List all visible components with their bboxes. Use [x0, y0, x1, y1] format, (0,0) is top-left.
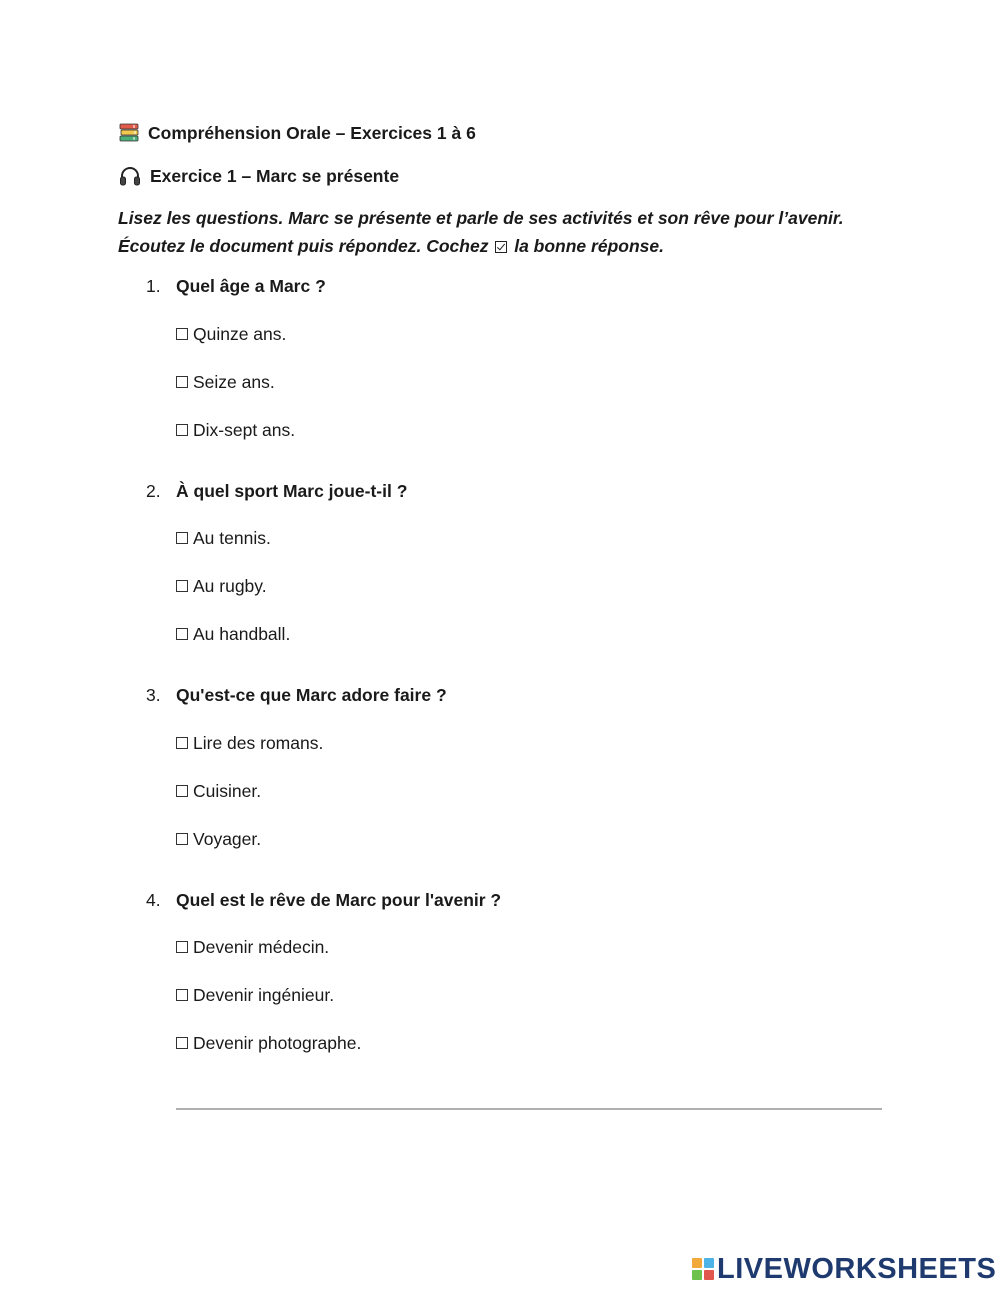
answer-option[interactable] [176, 1031, 361, 1055]
instructions-text: Lisez les questions. Marc se présente et parle de ses activités et son rêve pour l’avenir. Écoutez le document puis répondez. Cochez [118, 208, 844, 256]
checkbox-icon[interactable] [176, 833, 188, 845]
question-4 [146, 888, 501, 912]
instructions [118, 204, 848, 260]
option-label: Voyager. [193, 829, 262, 849]
option-label: Dix-sept ans. [193, 420, 296, 440]
option-label: Quinze ans. [193, 324, 287, 344]
question-1 [146, 274, 326, 298]
question-text: Qu'est-ce que Marc adore faire ? [176, 685, 447, 705]
instructions-text-end: la bonne réponse. [514, 236, 664, 256]
answer-option[interactable] [176, 779, 261, 803]
checkbox-icon[interactable] [176, 424, 188, 436]
question-number: 3. [146, 685, 161, 705]
liveworksheets-logo [692, 1253, 996, 1285]
question-text: À quel sport Marc joue-t-il ? [176, 481, 408, 501]
logo-text: LIVEWORKSHEETS [717, 1252, 997, 1285]
answer-option[interactable] [176, 935, 329, 959]
checked-box-icon [495, 241, 507, 253]
answer-option[interactable] [176, 574, 267, 598]
question-number: 1. [146, 276, 161, 296]
answer-option[interactable] [176, 731, 323, 755]
option-label: Devenir médecin. [193, 937, 330, 957]
headphones-icon [118, 164, 142, 188]
checkbox-icon[interactable] [176, 628, 188, 640]
answer-option[interactable] [176, 827, 261, 851]
checkbox-icon[interactable] [176, 376, 188, 388]
checkbox-icon[interactable] [176, 785, 188, 797]
checkbox-icon[interactable] [176, 328, 188, 340]
checkbox-icon[interactable] [176, 989, 188, 1001]
option-label: Au rugby. [193, 576, 267, 596]
question-2 [146, 479, 407, 503]
question-number: 4. [146, 890, 161, 910]
answer-option[interactable] [176, 526, 271, 550]
answer-option[interactable] [176, 322, 286, 346]
page-title-text: Compréhension Orale – Exercices 1 à 6 [148, 122, 476, 143]
page-title [118, 120, 476, 146]
answer-option[interactable] [176, 622, 290, 646]
option-label: Cuisiner. [193, 781, 262, 801]
answer-option[interactable] [176, 418, 295, 442]
option-label: Seize ans. [193, 372, 275, 392]
checkbox-icon[interactable] [176, 580, 188, 592]
option-label: Lire des romans. [193, 733, 324, 753]
logo-blocks-icon [692, 1258, 714, 1280]
divider [176, 1108, 882, 1110]
checkbox-icon[interactable] [176, 737, 188, 749]
answer-option[interactable] [176, 983, 334, 1007]
books-icon [118, 122, 140, 144]
option-label: Devenir ingénieur. [193, 985, 335, 1005]
exercise-title-text: Exercice 1 – Marc se présente [150, 165, 400, 186]
question-3 [146, 683, 447, 707]
question-text: Quel est le rêve de Marc pour l'avenir ? [176, 890, 502, 910]
checkbox-icon[interactable] [176, 941, 188, 953]
answer-option[interactable] [176, 370, 275, 394]
question-text: Quel âge a Marc ? [176, 276, 326, 296]
option-label: Devenir photographe. [193, 1033, 362, 1053]
option-label: Au handball. [193, 624, 291, 644]
checkbox-icon[interactable] [176, 1037, 188, 1049]
option-label: Au tennis. [193, 528, 271, 548]
exercise-title [118, 163, 399, 189]
checkbox-icon[interactable] [176, 532, 188, 544]
question-number: 2. [146, 481, 161, 501]
